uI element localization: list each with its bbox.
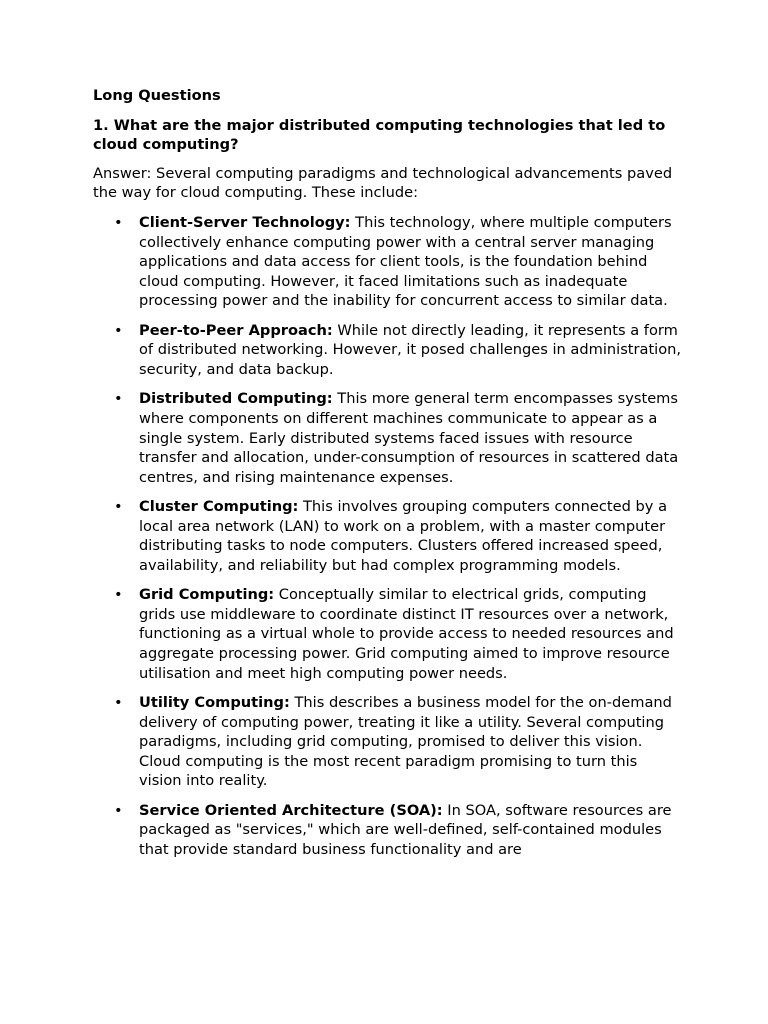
bullet-icon: •	[114, 390, 123, 408]
technology-list	[93, 213, 683, 860]
section-heading: Long Questions	[93, 87, 221, 104]
item-term: Grid Computing:	[139, 586, 275, 604]
bullet-icon: •	[114, 586, 123, 604]
item-text: While not directly leading, it represents a form of distributed networking. However, it posed challenges in administration, security, and data backup.	[139, 321, 682, 378]
list-item	[93, 389, 683, 487]
list-item	[93, 497, 683, 575]
item-text: This involves grouping computers connected by a local area network (LAN) to work on a problem, with a master computer distributing tasks to node computers. Clusters offered increased speed, availability, and reliability but had complex programming models.	[139, 498, 668, 574]
list-item	[93, 693, 683, 791]
item-text: Conceptually similar to electrical grids, computing grids use middleware to coordinate distinct IT resources over a network, functioning as a virtual whole to provide access to needed resources and aggregate processing power. Grid computing aimed to improve resource utilisation and meet high computing power needs.	[139, 586, 674, 682]
bullet-icon: •	[114, 213, 123, 231]
list-item	[93, 321, 683, 380]
item-term: Service Oriented Architecture (SOA):	[139, 801, 443, 819]
bullet-icon: •	[114, 321, 123, 339]
list-item	[93, 213, 683, 311]
item-text: This technology, where multiple computers collectively enhance computing power with a central server managing applications and data access for client tools, is the foundation behind cloud computing. However, it faced limitations such as inadequate processing power and the inability for concurrent access to similar data.	[139, 213, 672, 310]
item-term: Distributed Computing:	[139, 390, 333, 408]
item-term: Cluster Computing:	[139, 498, 299, 516]
item-term: Peer-to-Peer Approach:	[139, 321, 333, 339]
item-text: This more general term encompasses systems where components on different machines communicate to appear as a single system. Early distributed systems faced issues with resource transfer and allocation, under-consumption of resources in scattered data centres, and rising maintenance expenses.	[139, 390, 679, 486]
item-term: Utility Computing:	[139, 694, 290, 712]
answer-intro: Answer: Several computing paradigms and technological advancements paved the way for cloud computing. These include:	[93, 164, 673, 202]
item-text: This describes a business model for the on-demand delivery of computing power, treating it like a utility. Several computing paradigms, including grid computing, promised to deliver this vision. Cloud computing is the most recent paradigm promising to turn this vision into reality.	[139, 694, 672, 790]
bullet-icon: •	[114, 498, 123, 516]
list-item	[93, 585, 683, 683]
document-page	[93, 86, 683, 869]
bullet-icon: •	[114, 694, 123, 712]
question-text: 1. What are the major distributed computing technologies that led to cloud computing?	[93, 116, 666, 154]
item-term: Client-Server Technology:	[139, 213, 351, 231]
item-text: In SOA, software resources are packaged as "services," which are well-defined, self-contained modules that provide standard business functionality and are	[139, 801, 672, 858]
list-item	[93, 801, 683, 860]
bullet-icon: •	[114, 801, 123, 819]
